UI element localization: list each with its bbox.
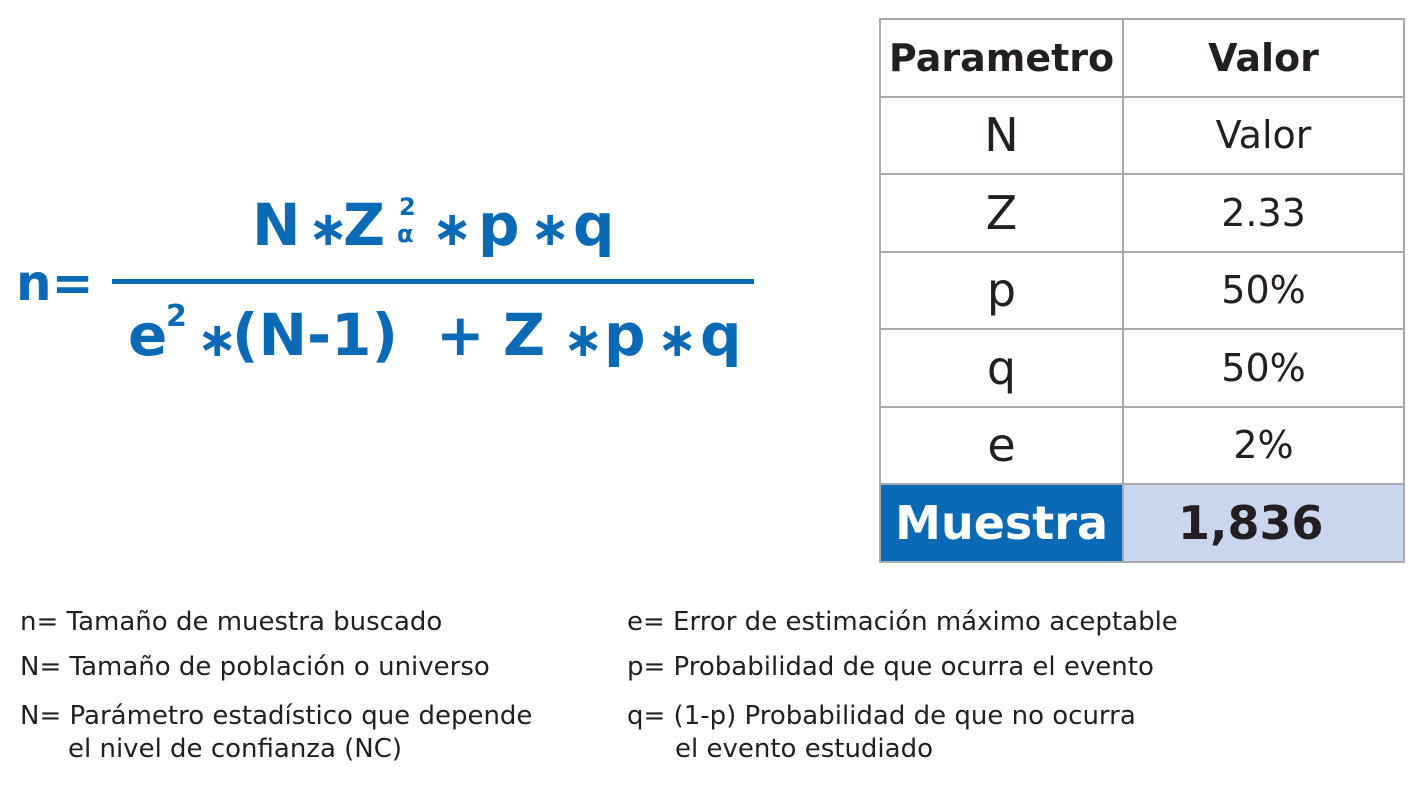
formula-lhs: n=	[16, 254, 94, 312]
legend-text-continued: el evento estudiado	[675, 733, 933, 764]
denominator-multiply-3: ∗	[657, 312, 698, 368]
legend-item-p	[627, 651, 1154, 684]
numerator-Z: Z	[343, 191, 386, 259]
legend-item-q	[627, 700, 1136, 765]
parameter-table	[879, 18, 1405, 563]
denominator-multiply-1: ∗	[197, 312, 238, 368]
numerator-p: p	[478, 191, 520, 259]
denominator-e-superscript: 2	[166, 299, 187, 334]
denominator-multiply-2: ∗	[563, 312, 604, 368]
legend-text: N= Parámetro estadístico que depende	[20, 701, 533, 731]
param-cell: p	[880, 252, 1123, 330]
param-cell: q	[880, 329, 1123, 407]
denominator-q: q	[700, 301, 742, 369]
table-row	[880, 174, 1404, 252]
numerator-multiply-2: ∗	[432, 201, 473, 257]
value-cell: 2%	[1123, 407, 1404, 485]
denominator-e: e	[128, 301, 168, 369]
legend-text: q= (1-p) Probabilidad de que no ocurra	[627, 701, 1136, 731]
table-row	[880, 97, 1404, 175]
legend-item-N-population	[20, 651, 490, 684]
numerator-multiply-3: ∗	[530, 201, 571, 257]
legend-text-continued: el nivel de confianza (NC)	[68, 733, 403, 764]
result-value: 1,836	[1123, 484, 1404, 562]
table-row	[880, 252, 1404, 330]
denominator-p: p	[604, 301, 646, 369]
param-cell: Z	[880, 174, 1123, 252]
param-cell: N	[880, 97, 1123, 175]
legend-item-N-parameter	[20, 700, 532, 765]
legend-text: n= Tamaño de muestra buscado	[20, 607, 443, 637]
result-row	[880, 484, 1404, 562]
legend-text: p= Probabilidad de que ocurra el evento	[627, 652, 1154, 682]
denominator-paren-term: (N-1)	[232, 301, 398, 369]
value-cell: Valor	[1123, 97, 1404, 175]
table-row	[880, 407, 1404, 485]
value-cell: 50%	[1123, 252, 1404, 330]
fraction-bar	[112, 279, 754, 284]
table-header-row	[880, 19, 1404, 97]
param-cell: e	[880, 407, 1123, 485]
value-cell: 2.33	[1123, 174, 1404, 252]
numerator-N: N	[252, 191, 301, 259]
denominator-plus: +	[436, 301, 485, 369]
denominator-Z: Z	[503, 301, 546, 369]
legend-text: e= Error de estimación máximo aceptable	[627, 607, 1178, 637]
header-parametro: Parametro	[880, 19, 1123, 97]
numerator-multiply-1: ∗	[308, 201, 349, 257]
sample-size-formula	[0, 0, 780, 420]
numerator-Z-superscript: 2	[399, 193, 416, 221]
legend-item-e	[627, 606, 1178, 639]
legend-text: N= Tamaño de población o universo	[20, 652, 490, 682]
result-label: Muestra	[880, 484, 1123, 562]
value-cell: 50%	[1123, 329, 1404, 407]
table-row	[880, 329, 1404, 407]
legend-item-n	[20, 606, 442, 639]
numerator-q: q	[573, 191, 615, 259]
numerator-Z-subscript: α	[397, 220, 414, 248]
header-valor: Valor	[1123, 19, 1404, 97]
